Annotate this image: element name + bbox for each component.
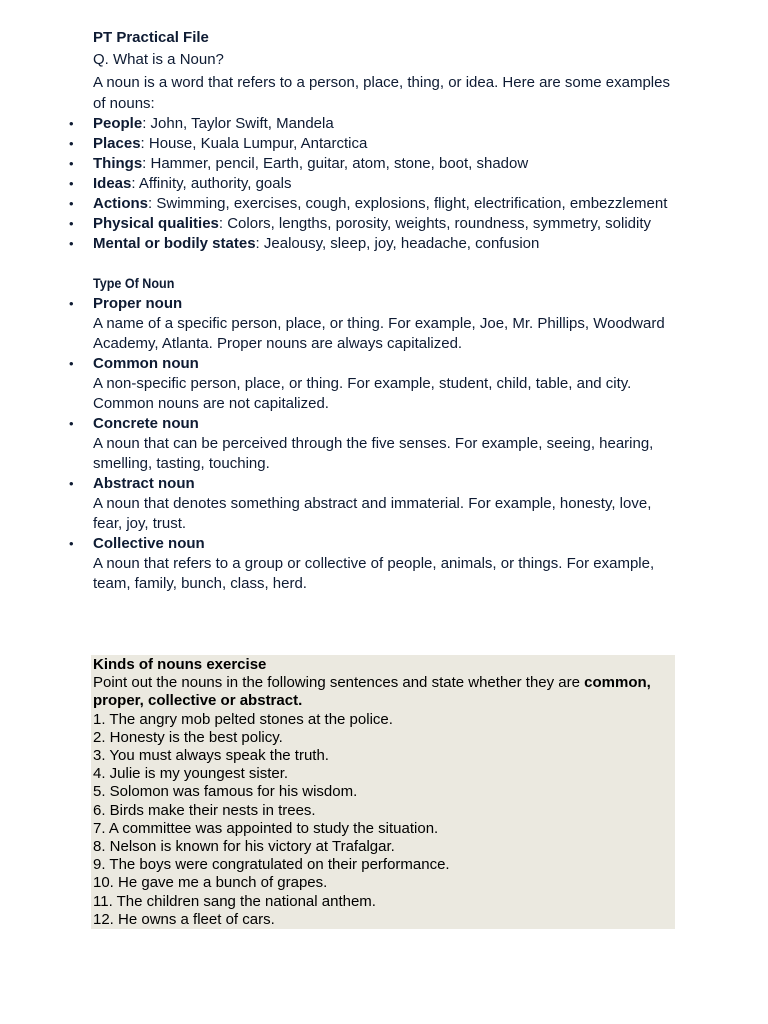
- example-text: : Affinity, authority, goals: [131, 175, 292, 192]
- intro-paragraph: A noun is a word that refers to a person, place, thing, or idea. Here are some examples of nouns:: [93, 74, 670, 112]
- example-term: Mental or bodily states: [93, 235, 256, 252]
- document-content: [93, 28, 683, 594]
- type-name: • Collective noun: [93, 535, 205, 552]
- list-item: 2. Honesty is the best policy.: [93, 728, 283, 746]
- list-item: [93, 114, 683, 134]
- type-name: • Abstract noun: [93, 475, 195, 492]
- list-item: 7. A committee was appointed to study the situation.: [93, 819, 439, 837]
- list-item: [93, 474, 683, 534]
- type-name: • Concrete noun: [93, 415, 199, 432]
- instruction-bold: common, proper, collective or abstract.: [93, 674, 651, 710]
- noun-types-list: [93, 294, 683, 594]
- example-text: : Swimming, exercises, cough, explosions, flight, electrification, embezzlement: [148, 195, 668, 212]
- list-item: 8. Nelson is known for his victory at Trafalgar.: [93, 838, 395, 856]
- type-description: A noun that denotes something abstract and immaterial. For example, honesty, love, fear, joy, trust.: [93, 495, 652, 532]
- type-description: A name of a specific person, place, or thing. For example, Joe, Mr. Phillips, Woodward Academy, Atlanta. Proper nouns are always capitalized.: [93, 315, 665, 352]
- list-item: [93, 414, 683, 474]
- list-item: [93, 174, 683, 194]
- exercise-list: [93, 711, 673, 929]
- list-item: [93, 214, 683, 234]
- list-item: 6. Birds make their nests in trees.: [93, 801, 316, 819]
- noun-examples-list: [93, 114, 683, 254]
- list-item: 12. He owns a fleet of cars.: [93, 910, 275, 928]
- example-text: : Jealousy, sleep, joy, headache, confusion: [255, 235, 540, 252]
- example-term: Places: [93, 135, 141, 152]
- list-item: 4. Julie is my youngest sister.: [93, 765, 289, 783]
- example-term: Physical qualities: [93, 215, 219, 232]
- example-term: Actions: [93, 195, 149, 212]
- instruction-text: Point out the nouns in the following sentences and state whether they are: [93, 674, 585, 692]
- list-item: 9. The boys were congratulated on their performance.: [93, 856, 450, 874]
- list-item: [93, 534, 683, 594]
- list-item: [93, 154, 683, 174]
- types-heading: Type Of Noun: [93, 276, 175, 291]
- type-description: A non-specific person, place, or thing. For example, student, child, table, and city. Common nouns are not capitalized.: [93, 375, 632, 412]
- example-text: : Hammer, pencil, Earth, guitar, atom, stone, boot, shadow: [142, 155, 529, 172]
- list-item: 11. The children sang the national anthem.: [93, 892, 376, 910]
- example-text: : House, Kuala Lumpur, Antarctica: [140, 135, 368, 152]
- list-item: [93, 294, 683, 354]
- list-item: [93, 134, 683, 154]
- exercise-instruction: [93, 674, 673, 710]
- list-item: 5. Solomon was famous for his wisdom.: [93, 783, 358, 801]
- exercise-box: [91, 655, 675, 929]
- type-description: A noun that can be perceived through the five senses. For example, seeing, hearing, smelling, tasting, touching.: [93, 435, 654, 472]
- list-item: 1. The angry mob pelted stones at the police.: [93, 710, 393, 728]
- list-item: [93, 234, 683, 254]
- question-heading: Q. What is a Noun?: [93, 51, 224, 68]
- example-term: Ideas: [93, 175, 132, 192]
- type-name: • Proper noun: [93, 295, 183, 312]
- list-item: 3. You must always speak the truth.: [93, 747, 329, 765]
- list-item: 10. He gave me a bunch of grapes.: [93, 874, 328, 892]
- example-term: People: [93, 115, 143, 132]
- type-name: • Common noun: [93, 355, 199, 372]
- document-title: PT Practical File: [93, 29, 209, 46]
- example-text: : John, Taylor Swift, Mandela: [142, 115, 334, 132]
- exercise-title: Kinds of nouns exercise: [93, 656, 267, 673]
- example-text: : Colors, lengths, porosity, weights, roundness, symmetry, solidity: [218, 215, 651, 232]
- example-term: Things: [93, 155, 143, 172]
- list-item: [93, 354, 683, 414]
- list-item: [93, 194, 683, 214]
- type-description: A noun that refers to a group or collective of people, animals, or things. For example, team, family, bunch, class, herd.: [93, 555, 655, 592]
